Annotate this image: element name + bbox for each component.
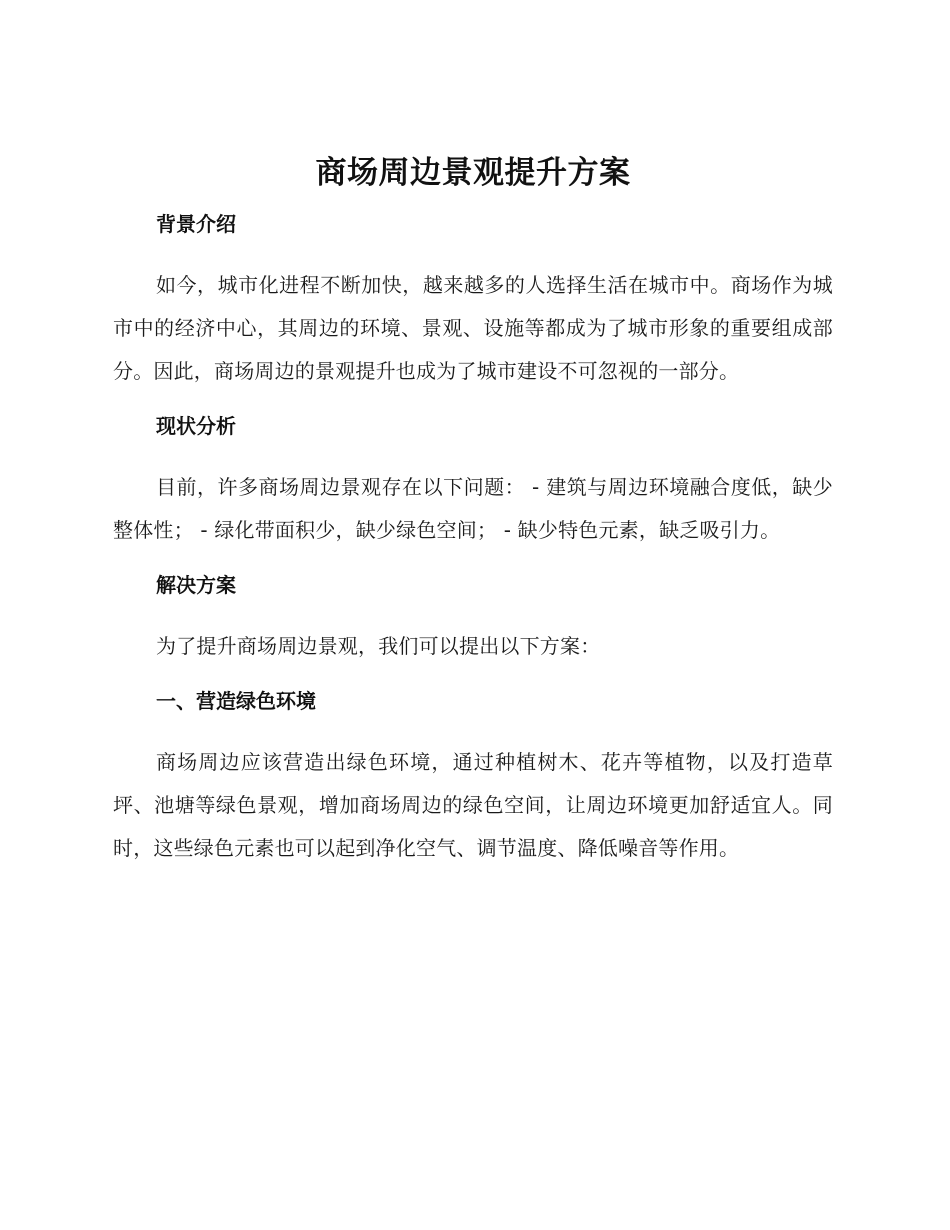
section-paragraph: 如今，城市化进程不断加快，越来越多的人选择生活在城市中。商场作为城市中的经济中心，其周边的环境、景观、设施等都成为了城市形象的重要组成部分。因此，商场周边的景观提升也成为了城市建设不可忽视的一部分。 [113,273,833,383]
section-background [113,210,833,393]
document-title: 商场周边景观提升方案 [315,155,631,191]
document-content [113,150,833,870]
section-paragraph: 为了提升商场周边景观，我们可以提出以下方案： [156,634,601,658]
section-solution [113,571,833,668]
section-heading: 解决方案 [156,573,236,597]
section-current-analysis [113,412,833,552]
section-heading: 背景介绍 [156,212,236,236]
section-heading: 现状分析 [156,414,236,438]
section-paragraph: 目前，许多商场周边景观存在以下问题： - 建筑与周边环境融合度低，缺少整体性； - 绿化带面积少，缺少绿色空间； - 缺少特色元素，缺乏吸引力。 [113,475,833,542]
section-green-environment [113,687,833,870]
section-heading: 一、营造绿色环境 [156,689,316,713]
section-paragraph: 商场周边应该营造出绿色环境，通过种植树木、花卉等植物，以及打造草坪、池塘等绿色景观，增加商场周边的绿色空间，让周边环境更加舒适宜人。同时，这些绿色元素也可以起到净化空气、调节温度、降低噪音等作用。 [113,750,833,860]
